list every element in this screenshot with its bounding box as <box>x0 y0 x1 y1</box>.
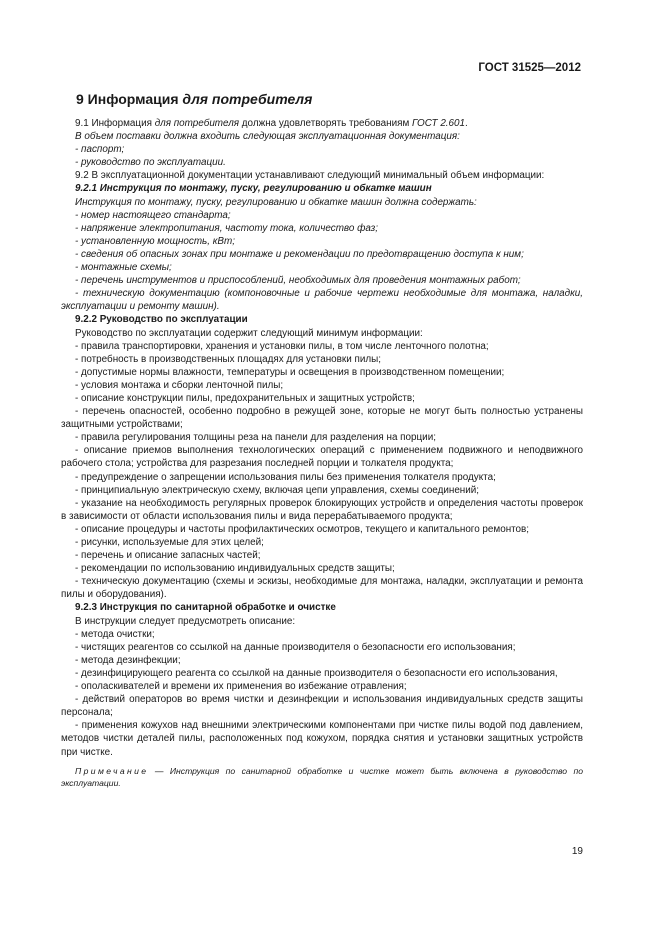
clause-9-1-italic: для потребителя <box>154 118 240 129</box>
clause-9-1-text-2: должна удовлетворять требованиям <box>239 118 413 129</box>
list-item: - перечень и описание запасных частей; <box>75 550 261 562</box>
list-item: - техническую документацию (схемы и эскизы, необходимые для монтажа, наладки, эксплуатации и ремонта пилы и оборудования). <box>61 576 583 601</box>
list-item: - ополаскивателей и времени их применения во избежание отравления; <box>75 681 407 693</box>
clause-9-2-2-intro: Руководство по эксплуатации содержит следующий минимум информации: <box>75 327 423 339</box>
list-item: - паспорт; <box>75 144 125 156</box>
clause-9-1 <box>61 117 583 130</box>
list-item: - техническую документацию (компоновочные и рабочие чертежи необходимые для монтажа, наладки, эксплуатации и ремонту машин). <box>61 288 583 313</box>
list-item: - правила регулирования толщины реза на панели для разделения на порции; <box>75 432 436 444</box>
clause-9-2-1-title: 9.2.1 Инструкция по монтажу, пуску, регулированию и обкатке машин <box>75 183 432 195</box>
page-number: 19 <box>571 846 583 857</box>
note <box>61 765 583 789</box>
list-item: - указание на необходимость регулярных проверок блокирующих устройств и определения частоты проверок в зависимости от области использования пилы и вида перерабатываемого продукта; <box>61 497 583 522</box>
list-item: - принципиальную электрическую схему, включая цепи управления, схемы соединений; <box>75 484 480 496</box>
list-item: - номер настоящего стандарта; <box>75 209 231 221</box>
clause-9-1-end: . <box>465 118 468 129</box>
list-item: - описание процедуры и частоты профилактических осмотров, текущего и капитального ремонтов; <box>75 523 530 535</box>
clause-9-2: 9.2 В эксплуатационной документации устанавливают следующий минимальный объем информации: <box>75 170 545 182</box>
clause-9-2-1-intro: Инструкция по монтажу, пуску, регулированию и обкатке машин должна содержать: <box>75 196 477 208</box>
list-item: - предупреждение о запрещении использования пилы без применения толкателя продукта; <box>75 471 496 483</box>
list-item: - перечень инструментов и приспособлений, необходимых для проведения монтажных работ; <box>75 275 521 287</box>
list-item: - напряжение электропитания, частоту тока, количество фаз; <box>75 222 378 234</box>
list-item: - чистящих реагентов со ссылкой на данные производителя о безопасности его использования; <box>75 641 516 653</box>
section-title-number: 9 Информация <box>76 91 183 107</box>
list-item: - перечень опасностей, особенно подробно в режущей зоне, которые не могут быть полностью устранены защитными устройствами; <box>61 406 583 431</box>
section-title-italic: для потребителя <box>182 91 313 107</box>
standard-code: ГОСТ 31525—2012 <box>478 62 581 74</box>
list-item: - метода очистки; <box>75 628 155 640</box>
list-item: - установленную мощность, кВт; <box>75 235 235 247</box>
list-item: - потребность в производственных площадях для установки пилы; <box>75 353 381 365</box>
section-title <box>76 91 312 107</box>
gost-reference: ГОСТ 2.601 <box>412 118 466 129</box>
clause-9-2-3-title: 9.2.3 Инструкция по санитарной обработке и очистке <box>75 602 336 614</box>
list-item: - монтажные схемы; <box>75 262 172 274</box>
delivery-docs-intro: В объем поставки должна входить следующая эксплуатационная документация: <box>75 131 460 143</box>
list-item: - сведения об опасных зонах при монтаже и рекомендации по предотвращению доступа к ним; <box>75 248 524 260</box>
clause-9-2-3-intro: В инструкции следует предусмотреть описание: <box>75 615 296 627</box>
list-item: - описание конструкции пилы, предохранительных и защитных устройств; <box>75 392 415 404</box>
clause-9-1-text: 9.1 Информация <box>75 118 155 129</box>
document-body <box>61 117 583 789</box>
list-item: - действий операторов во время чистки и дезинфекции и использования индивидуальных средств защиты персонала; <box>61 694 583 719</box>
note-label: Примечание <box>75 765 149 776</box>
list-item: - применения кожухов над внешними электрическими компонентами при чистке пилы водой под давлением, методов чистки деталей пилы, расположенных под кожухом, порядка снятия и установки защитных устройств при чистке. <box>61 720 583 758</box>
note-text: — Инструкция по санитарной обработке и чистке может быть включена в руководство по эксплуатации. <box>61 765 583 788</box>
list-item: - условия монтажа и сборки ленточной пилы; <box>75 379 284 391</box>
list-item: - метода дезинфекции; <box>75 654 181 666</box>
list-item: - допустимые нормы влажности, температуры и освещения в производственном помещении; <box>75 366 505 378</box>
clause-9-2-2-title: 9.2.2 Руководство по эксплуатации <box>75 314 248 326</box>
list-item: - рисунки, используемые для этих целей; <box>75 537 264 548</box>
list-item: - дезинфицирующего реагента со ссылкой на данные производителя о безопасности его использования, <box>75 667 558 679</box>
list-item: - правила транспортировки, хранения и установки пилы, в том числе ленточного полотна; <box>75 340 489 352</box>
list-item: - рекомендации по использованию индивидуальных средств защиты; <box>75 563 395 575</box>
list-item: - руководство по эксплуатации. <box>75 157 226 169</box>
list-item: - описание приемов выполнения технологических операций с применением подвижного и неподвижного рабочего стола; устройства для разрезания последней порции и толкателя продукта; <box>61 445 583 470</box>
